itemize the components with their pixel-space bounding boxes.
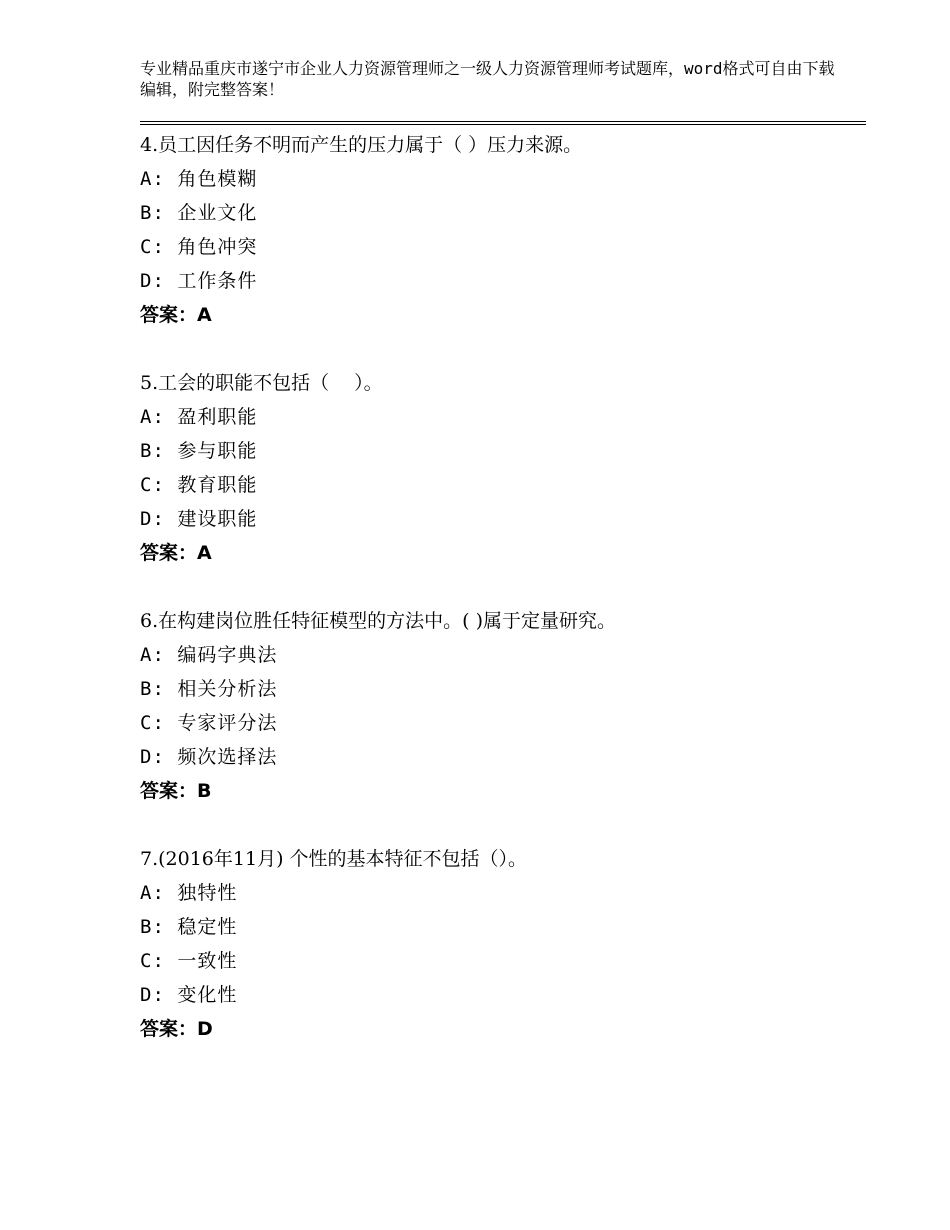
question-stem: 4.员工因任务不明而产生的压力属于（ ）压力来源。 [140, 134, 583, 156]
document-header: 专业精品重庆市遂宁市企业人力资源管理师之一级人力资源管理师考试题库，word格式可自由下载编辑，附完整答案！ [140, 59, 835, 99]
option-d: D: 频次选择法 [140, 746, 278, 768]
option-a: A: 独特性 [140, 882, 238, 904]
option-a: A: 盈利职能 [140, 406, 258, 428]
answer-label: 答案：B [140, 780, 212, 802]
question-stem: 6.在构建岗位胜任特征模型的方法中。( )属于定量研究。 [140, 610, 616, 632]
question-5 [140, 366, 860, 570]
option-b: B: 企业文化 [140, 202, 258, 224]
question-stem: 5.工会的职能不包括（ ）。 [140, 372, 383, 394]
question-4 [140, 128, 860, 332]
answer-label: 答案：A [140, 304, 212, 326]
answer-label: 答案：D [140, 1018, 213, 1040]
question-6 [140, 604, 860, 808]
option-a: A: 角色模糊 [140, 168, 258, 190]
option-b: B: 参与职能 [140, 440, 258, 462]
option-b: B: 相关分析法 [140, 678, 278, 700]
header-divider [140, 121, 866, 125]
option-c: C: 教育职能 [140, 474, 258, 496]
option-c: C: 专家评分法 [140, 712, 278, 734]
answer-label: 答案：A [140, 542, 212, 564]
question-stem: 7.(2016年11月) 个性的基本特征不包括（）。 [140, 848, 528, 870]
option-d: D: 建设职能 [140, 508, 258, 530]
question-7 [140, 842, 860, 1046]
option-d: D: 工作条件 [140, 270, 258, 292]
option-d: D: 变化性 [140, 984, 238, 1006]
option-c: C: 角色冲突 [140, 236, 258, 258]
question-list [140, 128, 860, 1046]
option-c: C: 一致性 [140, 950, 238, 972]
option-b: B: 稳定性 [140, 916, 238, 938]
option-a: A: 编码字典法 [140, 644, 278, 666]
